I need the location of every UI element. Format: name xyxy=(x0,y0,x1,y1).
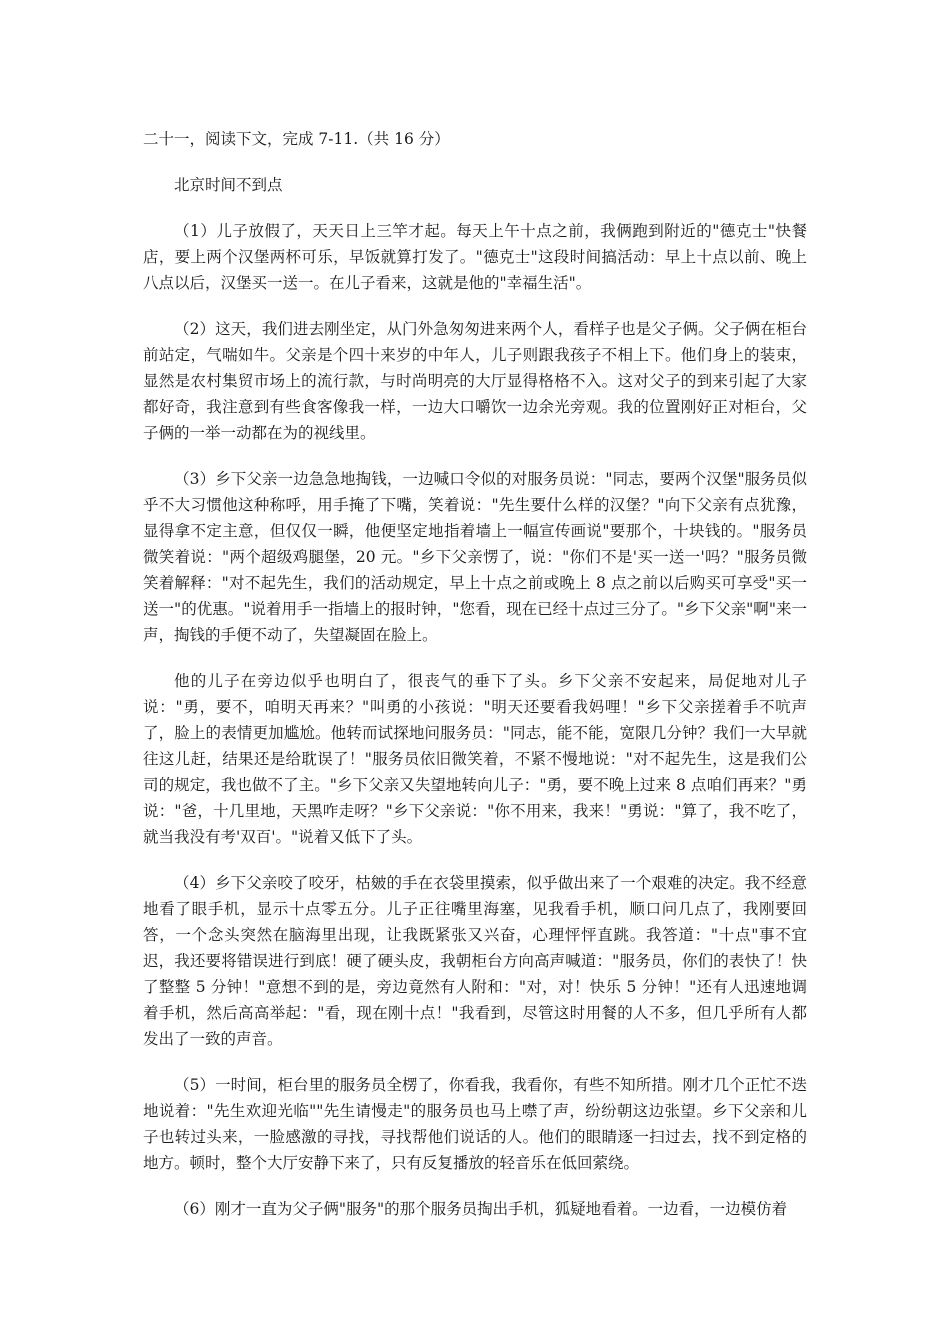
paragraph-1: （1）儿子放假了，天天日上三竿才起。每天上午十点之前，我俩跑到附近的"德克士"快餐店，要上两个汉堡两杯可乐，早饭就算打发了。"德克士"这段时间搞活动：早上十点以前、晚上八点以后，汉堡买一送一。在儿子看来，这就是他的"幸福生活"。 xyxy=(143,222,807,292)
paragraph-6: （6）刚才一直为父子俩"服务"的那个服务员掏出手机，狐疑地看着。一边看，一边模仿着 xyxy=(174,1200,788,1218)
paragraph-4: （4）乡下父亲咬了咬牙，枯皴的手在衣袋里摸索，似乎做出来了一个艰难的决定。我不经意地看了眼手机，显示十点零五分。儿子正往嘴里海塞，见我看手机，顺口问几点了，我刚要回答，一个念头突然在脑海里出现，让我既紧张又兴奋，心理怦怦直跳。我答道："十点"事不宜迟，我还要将错误进行到底！硬了硬头皮，我朝柜台方向高声喊道："服务员，你们的表快了！快了整整 5 分钟！"意想不到的是，旁边竟然有人附和："对，对！快乐 5 分钟！"还有人迅速地调着手机，然后高高举起："看，现在刚十点！"我看到，尽管这时用餐的人不多，但几乎所有人都发出了一致的声音。 xyxy=(143,874,807,1048)
paragraph-3-continued: 他的儿子在旁边似乎也明白了，很丧气的垂下了头。乡下父亲不安起来，局促地对儿子说："勇，要不，咱明天再来？"叫勇的小孩说："明天还要看我妈哩！"乡下父亲搓着手不吭声了，脸上的表情更加尴尬。他转而试探地问服务员："同志，能不能，宽限几分钟？我们一大早就往这儿赶，结果还是给耽误了！"服务员依旧微笑着，不紧不慢地说："对不起先生，这是我们公司的规定，我也做不了主。"乡下父亲又失望地转向儿子："勇，要不晚上过来 8 点咱们再来？"勇说："爸，十几里地，天黑咋走呀？"乡下父亲说："你不用来，我来！"勇说："算了，我不吃了，就当我没有考'双百'。"说着又低下了头。 xyxy=(143,672,807,846)
article-title: 北京时间不到点 xyxy=(174,176,283,194)
paragraph-5: （5）一时间，柜台里的服务员全楞了，你看我，我看你，有些不知所措。刚才几个正忙不迭地说着："先生欢迎光临""先生请慢走"的服务员也马上噤了声，纷纷朝这边张望。乡下父亲和儿子也转过头来，一脸感激的寻找，寻找帮他们说话的人。他们的眼睛逐一扫过去，找不到定格的地方。顿时，整个大厅安静下来了，只有反复播放的轻音乐在低回萦绕。 xyxy=(143,1076,807,1172)
paragraph-3: （3）乡下父亲一边急急地掏钱，一边喊口令似的对服务员说："同志，要两个汉堡"服务员似乎不大习惯他这种称呼，用手掩了下嘴，笑着说："先生要什么样的汉堡？"向下父亲有点犹豫，显得拿不定主意，但仅仅一瞬，他便坚定地指着墙上一幅宣传画说"要那个，十块钱的。"服务员微笑着说："两个超级鸡腿堡，20 元。"乡下父亲愣了，说："你们不是'买一送一'吗？"服务员微笑着解释："对不起先生，我们的活动规定，早上十点之前或晚上 8 点之前以后购买可享受"买一送一"的优惠。"说着用手一指墙上的报时钟，"您看，现在已经十点过三分了。"乡下父亲"啊"来一声，掏钱的手便不动了，失望凝固在脸上。 xyxy=(143,470,807,644)
document-body xyxy=(143,126,807,1242)
paragraph-2: （2）这天，我们进去刚坐定，从门外急匆匆进来两个人，看样子也是父子俩。父子俩在柜台前站定，气喘如牛。父亲是个四十来岁的中年人，儿子则跟我孩子不相上下。他们身上的装束，显然是农村集贸市场上的流行款，与时尚明亮的大厅显得格格不入。这对父子的到来引起了大家都好奇，我注意到有些食客像我一样，一边大口嚼饮一边余光旁观。我的位置刚好正对柜台，父子俩的一举一动都在为的视线里。 xyxy=(143,320,807,442)
question-heading: 二十一，阅读下文，完成 7-11.（共 16 分） xyxy=(143,130,450,148)
